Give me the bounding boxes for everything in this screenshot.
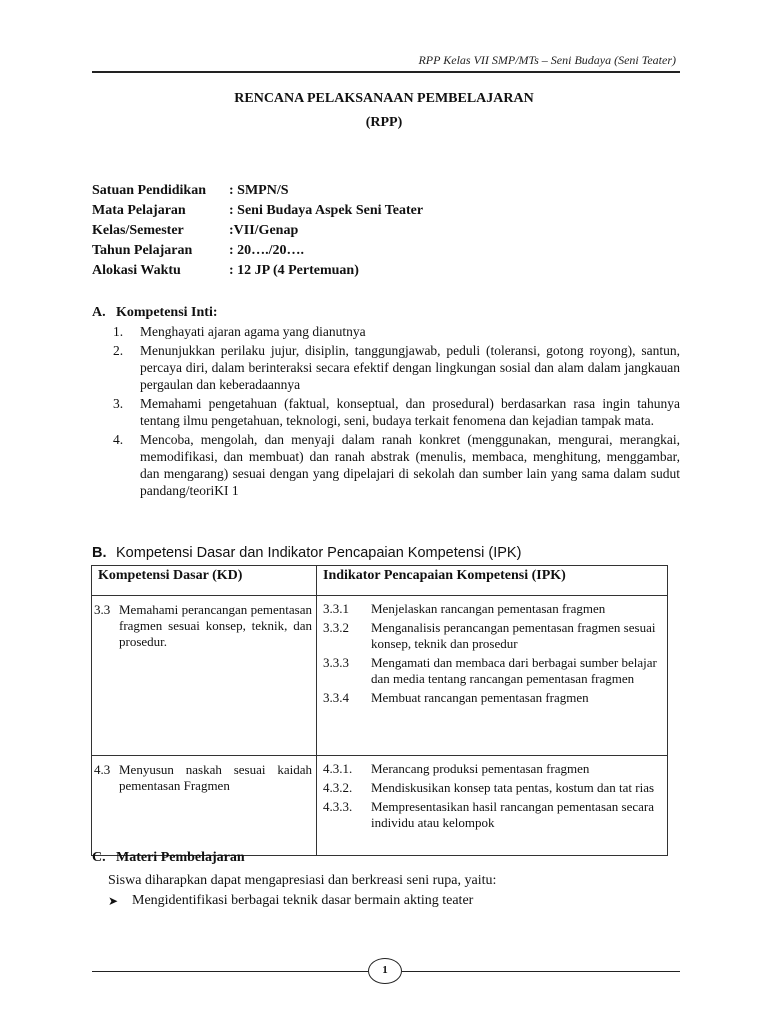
identity-block xyxy=(92,181,680,281)
info-row xyxy=(92,181,680,201)
info-value: : 12 JP (4 Pertemuan) xyxy=(229,263,359,278)
ipk-text: Mengamati dan membaca dari berbagai sumber belajar dan media tentang rancangan pementasan fragmen xyxy=(371,655,657,686)
info-row xyxy=(92,221,680,241)
ipk-item xyxy=(323,620,661,652)
info-label: Kelas/Semester xyxy=(92,223,184,238)
kd-number: 4.3 xyxy=(94,762,111,777)
kd-item xyxy=(94,762,312,794)
list-number: 3. xyxy=(113,396,124,411)
ipk-item xyxy=(323,761,661,777)
running-title: RPP Kelas VII SMP/MTs – Seni Budaya (Seni Teater) xyxy=(418,53,676,67)
list-text: Menunjukkan perilaku jujur, disiplin, tanggungjawab, peduli (toleransi, gotong royong), santun, percaya diri, dalam berinteraksi secara efektif dengan lingkungan sosial dan alam dalam jangkauan pergaulan dan keberadaannya xyxy=(140,343,680,392)
table-row xyxy=(92,596,668,756)
section-title: Kompetensi Dasar dan Indikator Pencapaian Kompetensi (IPK) xyxy=(116,545,522,561)
list-text: Mencoba, mengolah, dan menyaji dalam ranah konkret (menggunakan, mengurai, merangkai, memodifikasi, dan membuat) dan ranah abstrak (menulis, membaca, menghitung, menggambar, dan mengarang) sesuai dengan yang dipelajari di sekolah dan sumber lain yang sama dalam sudut pandang/teoriKI 1 xyxy=(140,432,680,498)
ipk-number: 4.3.3. xyxy=(323,799,353,814)
kd-text: Menyusun naskah sesuai kaidah pementasan Fragmen xyxy=(119,762,312,793)
info-row xyxy=(92,241,680,261)
section-letter: C. xyxy=(92,850,106,865)
info-value: : SMPN/S xyxy=(229,183,289,198)
ipk-number: 4.3.1. xyxy=(323,761,353,776)
info-value: : Seni Budaya Aspek Seni Teater xyxy=(229,203,424,218)
section-kompetensi-inti xyxy=(92,303,680,501)
ipk-number: 3.3.3 xyxy=(323,655,349,670)
section-kompetensi-dasar xyxy=(92,543,680,563)
list-number: 2. xyxy=(113,343,124,358)
kd-text: Memahami perancangan pementasan fragmen sesuai konsep, teknik, dan prosedur. xyxy=(119,602,312,649)
ipk-item xyxy=(323,799,661,831)
list-text: Memahami pengetahuan (faktual, konseptual, dan prosedural) berdasarkan rasa ingin tahunya tentang ilmu pengetahuan, teknologi, seni, budaya terkait fenomena dan kejadian tampak mata. xyxy=(140,396,680,428)
ipk-item xyxy=(323,601,661,617)
ipk-number: 4.3.2. xyxy=(323,780,353,795)
section-materi-pembelajaran xyxy=(92,848,680,910)
ipk-cell xyxy=(317,756,668,856)
list-number: 1. xyxy=(113,324,124,339)
section-letter: B. xyxy=(92,545,107,561)
footer-divider-right xyxy=(402,971,680,972)
section-title: Materi Pembelajaran xyxy=(116,850,245,865)
info-label: Mata Pelajaran xyxy=(92,203,186,218)
list-item xyxy=(113,395,680,429)
page-number: 1 xyxy=(368,958,402,984)
section-letter: A. xyxy=(92,305,106,320)
footer-divider-left xyxy=(92,971,368,972)
info-label: Satuan Pendidikan xyxy=(92,183,206,198)
ipk-text: Mendiskusikan konsep tata pentas, kostum dan tat rias xyxy=(371,780,655,795)
ipk-text: Menganalisis perancangan pementasan fragmen sesuai konsep, teknik dan prosedur xyxy=(371,620,656,651)
table-row xyxy=(92,756,668,856)
ipk-number: 3.3.4 xyxy=(323,690,349,705)
info-value: : 20…./20…. xyxy=(229,243,305,258)
kd-item xyxy=(94,602,312,650)
kd-number: 3.3 xyxy=(94,602,111,617)
bullet-text: Mengidentifikasi berbagai teknik dasar bermain akting teater xyxy=(132,893,474,908)
ipk-text: Menjelaskan rancangan pementasan fragmen xyxy=(371,601,606,616)
header-divider xyxy=(92,71,680,73)
kd-cell xyxy=(92,756,317,856)
column-header-ipk: Indikator Pencapaian Kompetensi (IPK) xyxy=(317,566,668,596)
list-item xyxy=(113,323,680,340)
list-item xyxy=(113,431,680,499)
section-heading xyxy=(92,543,680,563)
ipk-text: Mempresentasikan hasil rancangan pementasan secara individu atau kelompok xyxy=(371,799,654,830)
info-row xyxy=(92,261,680,281)
ipk-number: 3.3.2 xyxy=(323,620,349,635)
document-title: RENCANA PELAKSANAAN PEMBELAJARAN xyxy=(234,91,534,106)
section-heading xyxy=(92,303,680,323)
info-row xyxy=(92,201,680,221)
section-heading xyxy=(92,848,680,868)
ipk-number: 3.3.1 xyxy=(323,601,349,616)
info-value: :VII/Genap xyxy=(229,223,299,238)
ipk-text: Membuat rancangan pementasan fragmen xyxy=(371,690,589,705)
kd-cell xyxy=(92,596,317,756)
ipk-text: Merancang produksi pementasan fragmen xyxy=(371,761,590,776)
ipk-item xyxy=(323,690,661,706)
section-paragraph: Siswa diharapkan dapat mengapresiasi dan berkreasi seni rupa, yaitu: xyxy=(108,873,497,888)
ipk-cell xyxy=(317,596,668,756)
bullet-item xyxy=(108,892,680,910)
table-header-row xyxy=(92,566,668,596)
list-number: 4. xyxy=(113,432,124,447)
info-label: Tahun Pelajaran xyxy=(92,243,193,258)
arrowhead-bullet-icon: ➤ xyxy=(108,894,119,908)
ki-list xyxy=(92,323,680,499)
kd-ipk-table xyxy=(91,565,668,856)
section-title: Kompetensi Inti: xyxy=(116,305,218,320)
info-label: Alokasi Waktu xyxy=(92,263,181,278)
ipk-item xyxy=(323,655,661,687)
document-subtitle: (RPP) xyxy=(365,115,403,130)
list-text: Menghayati ajaran agama yang dianutnya xyxy=(140,324,366,339)
column-header-kd: Kompetensi Dasar (KD) xyxy=(92,566,317,596)
ipk-item xyxy=(323,780,661,796)
list-item xyxy=(113,342,680,393)
